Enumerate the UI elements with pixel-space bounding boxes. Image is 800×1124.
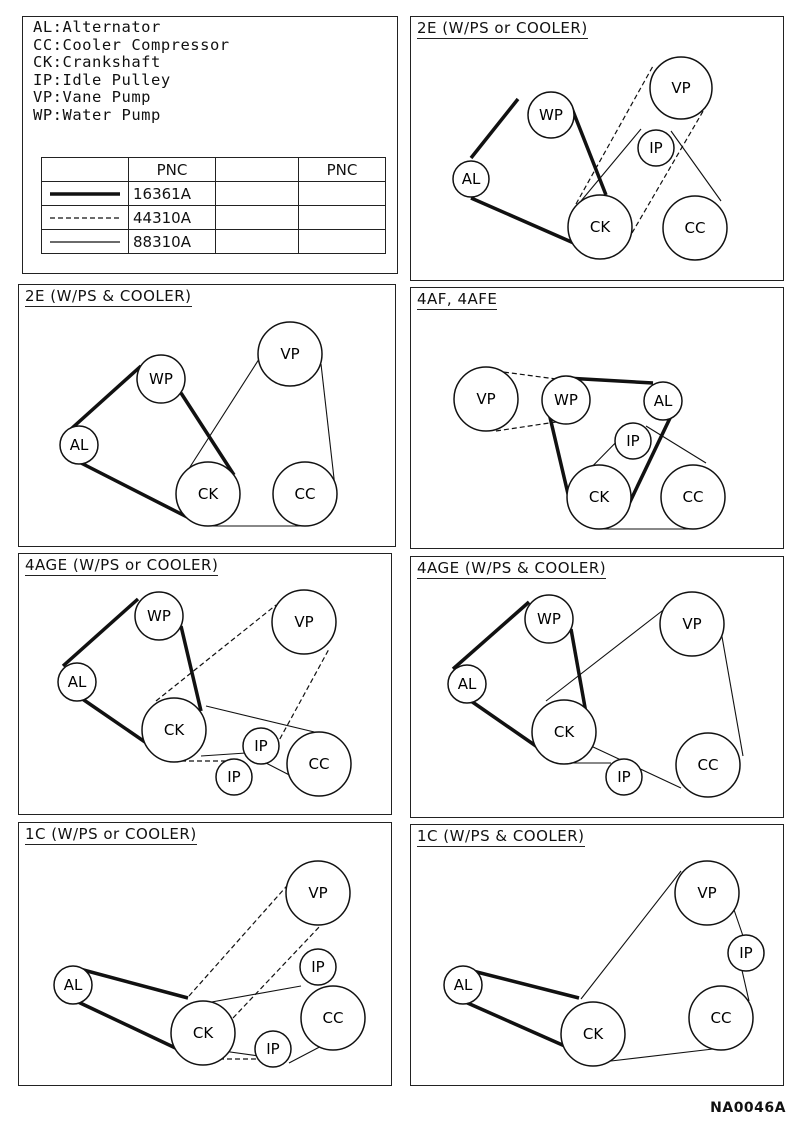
belt-diagram xyxy=(411,825,784,1086)
diagram-title-text: 4AF, 4AFE xyxy=(417,290,498,308)
belt-diagram xyxy=(411,288,784,549)
label-ip: IP xyxy=(617,768,631,786)
belt-diagram xyxy=(19,285,396,547)
thin-belt xyxy=(611,1049,713,1061)
diagram-1c-ps-and-cooler xyxy=(410,824,784,1086)
label-wp: WP xyxy=(147,607,171,625)
abbr-cc: CC:Cooler Compressor xyxy=(33,35,230,54)
thin-line-sample xyxy=(42,230,129,254)
empty-cell xyxy=(216,230,299,254)
label-ip: IP xyxy=(266,1040,280,1058)
pulleys xyxy=(444,861,764,1066)
label-al: AL xyxy=(461,170,481,188)
pnc-row-thin xyxy=(42,230,386,254)
header-empty-cell-2 xyxy=(216,158,299,182)
diagram-title xyxy=(25,287,192,305)
label-cc: CC xyxy=(710,1009,732,1027)
label-wp: WP xyxy=(537,610,561,628)
diagram-1c-ps-or-cooler xyxy=(18,822,392,1086)
label-vp: VP xyxy=(682,615,702,633)
label-ck: CK xyxy=(553,723,575,741)
label-al: AL xyxy=(457,675,477,693)
belt-diagram xyxy=(411,557,784,818)
thin-belt xyxy=(206,986,301,1003)
label-al: AL xyxy=(453,976,473,994)
thick-belt xyxy=(571,629,586,713)
dashed-line-sample xyxy=(42,206,129,230)
pnc-header-row xyxy=(42,158,386,182)
pnc-header-2: PNC xyxy=(299,158,386,182)
label-vp: VP xyxy=(308,884,328,902)
thin-belt xyxy=(646,426,706,463)
thick-belt xyxy=(76,968,188,998)
label-vp: VP xyxy=(476,390,496,408)
diagram-title-text: 4AGE (W/PS or COOLER) xyxy=(25,556,219,574)
thick-belt xyxy=(63,599,138,666)
thick-belt xyxy=(71,366,141,429)
thick-belt xyxy=(76,1001,186,1053)
diagram-title-text: 2E (W/PS & COOLER) xyxy=(25,287,192,305)
diagram-title xyxy=(25,556,218,574)
label-cc: CC xyxy=(682,488,704,506)
label-vp: VP xyxy=(294,613,314,631)
header-empty-cell xyxy=(42,158,129,182)
diagram-4age-ps-and-cooler xyxy=(410,556,784,818)
label-cc: CC xyxy=(684,219,706,237)
label-al: AL xyxy=(69,436,89,454)
empty-cell xyxy=(216,206,299,230)
pnc-row-thick xyxy=(42,182,386,206)
empty-cell xyxy=(299,230,386,254)
label-ip: IP xyxy=(311,958,325,976)
thin-belt xyxy=(581,871,681,999)
label-al: AL xyxy=(653,392,673,410)
thick-line-sample xyxy=(42,182,129,206)
label-ck: CK xyxy=(589,218,611,236)
diagram-title-text: 4AGE (W/PS & COOLER) xyxy=(417,559,607,577)
label-cc: CC xyxy=(294,485,316,503)
label-ip: IP xyxy=(739,944,753,962)
belt-diagram xyxy=(19,823,392,1086)
pnc-value: 16361A xyxy=(129,182,216,206)
pulleys xyxy=(54,861,365,1067)
diagram-4af-4afe xyxy=(410,287,784,549)
label-vp: VP xyxy=(280,345,300,363)
abbr-vp: VP:Vane Pump xyxy=(33,88,151,106)
empty-cell xyxy=(299,206,386,230)
abbr-ck: CK:Crankshaft xyxy=(33,53,161,71)
dashed-belt xyxy=(189,879,293,996)
diagram-title xyxy=(417,290,497,308)
diagram-2e-ps-and-cooler xyxy=(18,284,396,547)
thick-belt xyxy=(453,602,529,669)
label-ck: CK xyxy=(163,721,185,739)
label-vp: VP xyxy=(697,884,717,902)
pulleys xyxy=(448,592,740,797)
label-al: AL xyxy=(63,976,83,994)
label-ck: CK xyxy=(588,488,610,506)
label-cc: CC xyxy=(697,756,719,774)
figure-code: NA0046A xyxy=(710,1100,786,1116)
diagram-4age-ps-or-cooler xyxy=(18,553,392,815)
empty-cell xyxy=(216,182,299,206)
diagram-title-text: 2E (W/PS or COOLER) xyxy=(417,19,588,37)
thick-belt xyxy=(81,463,189,518)
thin-belt xyxy=(671,131,721,201)
label-cc: CC xyxy=(308,755,330,773)
abbr-ip: IP:Idle Pulley xyxy=(33,70,171,89)
abbr-wp: WP:Water Pump xyxy=(33,105,161,124)
abbreviation-list xyxy=(33,19,230,124)
diagram-2e-ps-or-cooler xyxy=(410,16,784,281)
pulleys xyxy=(454,367,725,529)
diagram-title-text: 1C (W/PS or COOLER) xyxy=(25,825,197,843)
thin-belt xyxy=(581,129,641,201)
label-ip: IP xyxy=(254,737,268,755)
label-ip: IP xyxy=(649,139,663,157)
diagram-title xyxy=(25,825,197,843)
thick-belt xyxy=(181,626,201,711)
label-cc: CC xyxy=(322,1009,344,1027)
diagram-title xyxy=(417,559,606,577)
pnc-table xyxy=(41,157,386,254)
thin-belt xyxy=(181,356,261,481)
thick-belt xyxy=(471,198,576,244)
belt-diagram xyxy=(19,554,392,815)
diagram-title xyxy=(417,19,588,37)
label-wp: WP xyxy=(149,370,173,388)
label-vp: VP xyxy=(671,79,691,97)
abbr-al: AL:Alternator xyxy=(33,18,161,36)
label-wp: WP xyxy=(539,106,563,124)
belt-diagram xyxy=(411,17,784,281)
label-ck: CK xyxy=(192,1024,214,1042)
label-al: AL xyxy=(67,673,87,691)
diagram-title xyxy=(417,827,585,845)
pnc-value: 44310A xyxy=(129,206,216,230)
label-ck: CK xyxy=(197,485,219,503)
label-ip: IP xyxy=(227,768,241,786)
thin-belt xyxy=(201,753,246,756)
thick-belt xyxy=(471,99,518,158)
label-ck: CK xyxy=(582,1025,604,1043)
pnc-header-1: PNC xyxy=(129,158,216,182)
thick-belt xyxy=(463,1001,576,1051)
pulleys xyxy=(60,322,337,526)
label-ip: IP xyxy=(626,432,640,450)
empty-cell xyxy=(299,182,386,206)
legend-panel xyxy=(22,16,398,274)
dashed-belt xyxy=(576,66,653,204)
label-wp: WP xyxy=(554,391,578,409)
pnc-row-dashed xyxy=(42,206,386,230)
diagram-title-text: 1C (W/PS & COOLER) xyxy=(417,827,585,845)
pulleys xyxy=(58,590,351,796)
pnc-value: 88310A xyxy=(129,230,216,254)
